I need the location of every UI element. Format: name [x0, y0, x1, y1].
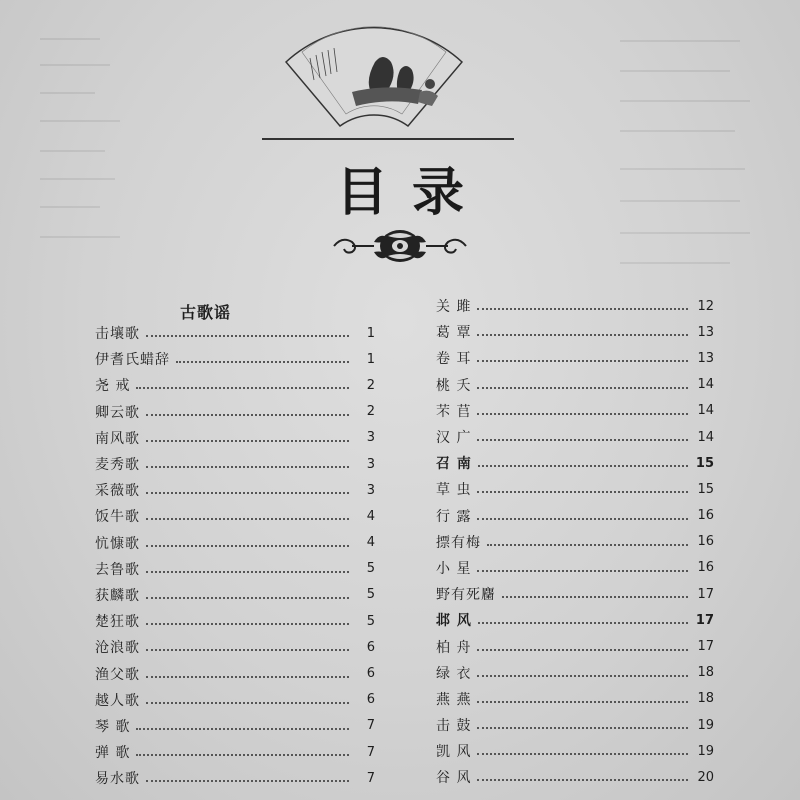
- toc-entry-title: 行 露: [436, 508, 472, 525]
- toc-entry-page: 15: [695, 455, 714, 471]
- toc-leader: [477, 360, 688, 362]
- toc-entry-title: 卿云歌: [95, 404, 140, 421]
- toc-right-column: [436, 293, 714, 791]
- toc-entry[interactable]: [436, 660, 714, 686]
- toc-entry[interactable]: [95, 608, 375, 634]
- toc-entry-title: 饭牛歌: [95, 509, 140, 526]
- toc-leader: [146, 518, 349, 520]
- toc-entry[interactable]: [95, 765, 375, 791]
- toc-entry[interactable]: [436, 503, 714, 529]
- toc-entry-title: 获麟歌: [95, 587, 140, 604]
- toc-leader: [478, 622, 688, 624]
- toc-entry[interactable]: [95, 372, 375, 398]
- toc-leader: [136, 728, 349, 730]
- toc-leader: [146, 780, 349, 782]
- toc-entry[interactable]: [95, 503, 375, 529]
- toc-entry-title: 凯 风: [436, 744, 472, 761]
- toc-leader: [146, 492, 349, 494]
- toc-entry-page: 5: [366, 613, 375, 629]
- toc-entry-page: 7: [366, 770, 375, 786]
- toc-entry[interactable]: [436, 293, 714, 319]
- toc-entry[interactable]: [95, 425, 375, 451]
- toc-entry[interactable]: [95, 687, 375, 713]
- toc-entry-page: 3: [366, 430, 375, 446]
- toc-entry-title: 摽有梅: [436, 534, 481, 551]
- toc-entry[interactable]: [95, 556, 375, 582]
- toc-leader: [477, 518, 688, 520]
- toc-entry-title: 葛 覃: [436, 325, 472, 342]
- toc-leader: [477, 334, 688, 336]
- toc-leader: [477, 727, 688, 729]
- toc-leader: [146, 702, 349, 704]
- toc-leader: [487, 544, 688, 546]
- toc-entry-page: 3: [366, 456, 375, 472]
- toc-entry-page: 7: [366, 718, 375, 734]
- toc-entry-page: 16: [697, 534, 714, 550]
- toc-entry[interactable]: [436, 529, 714, 555]
- toc-leader: [477, 413, 688, 415]
- toc-leader: [176, 361, 349, 363]
- toc-entry-page: 3: [366, 482, 375, 498]
- toc-entry-title: 采薇歌: [95, 483, 140, 500]
- toc-entry[interactable]: [95, 713, 375, 739]
- toc-leader: [136, 387, 349, 389]
- toc-entry-title: 忼慷歌: [95, 535, 140, 552]
- toc-entry[interactable]: [436, 424, 714, 450]
- toc-entry[interactable]: [436, 555, 714, 581]
- toc-entry-page: 5: [366, 561, 375, 577]
- toc-leader: [146, 440, 349, 442]
- lotus-cloud-ornament-icon: [330, 222, 470, 268]
- toc-entry-page: 14: [697, 429, 714, 445]
- toc-entry[interactable]: [95, 346, 375, 372]
- toc-entry[interactable]: [95, 451, 375, 477]
- toc-leader: [146, 623, 349, 625]
- toc-entry-title: 谷 风: [436, 770, 472, 787]
- toc-entry[interactable]: [436, 738, 714, 764]
- toc-entry-page: 2: [366, 377, 375, 393]
- toc-leader: [146, 571, 349, 573]
- toc-entry[interactable]: [436, 712, 714, 738]
- toc-leader: [136, 754, 349, 756]
- toc-entry[interactable]: [95, 634, 375, 660]
- toc-entry-page: 4: [366, 535, 375, 551]
- toc-entry-page: 7: [366, 744, 375, 760]
- toc-section-entry[interactable]: [436, 607, 714, 633]
- toc-entry-page: 16: [697, 560, 714, 576]
- toc-entry-title: 击壤歌: [95, 326, 140, 343]
- toc-leader: [146, 649, 349, 651]
- toc-entry-title: 芣 苢: [436, 403, 472, 420]
- toc-leader: [477, 649, 688, 651]
- toc-entry[interactable]: [436, 319, 714, 345]
- toc-entry-title: 野有死麕: [436, 587, 496, 604]
- toc-entry-page: 4: [366, 508, 375, 524]
- toc-leader: [146, 545, 349, 547]
- toc-entry[interactable]: [95, 320, 375, 346]
- toc-entry[interactable]: [436, 476, 714, 502]
- toc-entry[interactable]: [95, 660, 375, 686]
- toc-leader: [477, 570, 688, 572]
- toc-leader: [478, 465, 688, 467]
- toc-leader: [477, 701, 688, 703]
- toc-entry[interactable]: [95, 399, 375, 425]
- toc-entry-title: 草 虫: [436, 482, 472, 499]
- toc-entry-page: 14: [697, 377, 714, 393]
- toc-entry-page: 18: [697, 691, 714, 707]
- toc-entry-page: 6: [366, 666, 375, 682]
- toc-entry-title: 越人歌: [95, 692, 140, 709]
- toc-entry[interactable]: [436, 398, 714, 424]
- toc-entry-page: 13: [697, 324, 714, 340]
- toc-section-entry[interactable]: [436, 450, 714, 476]
- toc-entry-page: 6: [366, 639, 375, 655]
- toc-entry-page: 2: [366, 404, 375, 420]
- toc-leader: [477, 387, 688, 389]
- toc-entry-page: 1: [366, 325, 375, 341]
- toc-entry-title: 小 星: [436, 560, 472, 577]
- toc-entry[interactable]: [95, 582, 375, 608]
- toc-leader: [146, 597, 349, 599]
- toc-leader: [146, 676, 349, 678]
- toc-entry-page: 18: [697, 665, 714, 681]
- toc-entry[interactable]: [95, 739, 375, 765]
- toc-entry[interactable]: [436, 581, 714, 607]
- toc-leader: [477, 675, 688, 677]
- toc-leader: [477, 779, 688, 781]
- toc-entry-title: 绿 衣: [436, 665, 472, 682]
- toc-entry-title: 麦秀歌: [95, 457, 140, 474]
- toc-entry[interactable]: [95, 530, 375, 556]
- toc-leader: [502, 596, 688, 598]
- toc-entry-title: 桃 夭: [436, 377, 472, 394]
- toc-entry-page: 20: [697, 769, 714, 785]
- toc-entry-title: 召 南: [436, 456, 472, 473]
- toc-entry-title: 琴 歌: [95, 718, 131, 735]
- toc-entry-page: 6: [366, 692, 375, 708]
- toc-entry[interactable]: [95, 477, 375, 503]
- toc-leader: [146, 335, 349, 337]
- toc-entry-title: 弹 歌: [95, 745, 131, 762]
- toc-entry-title: 柏 舟: [436, 639, 472, 656]
- toc-entry[interactable]: [436, 764, 714, 790]
- toc-entry-page: 5: [366, 587, 375, 603]
- toc-left-column: [95, 320, 375, 791]
- toc-entry-page: 14: [697, 403, 714, 419]
- fan-painting-icon: [280, 22, 468, 130]
- toc-leader: [477, 439, 688, 441]
- toc-entry-title: 去鲁歌: [95, 561, 140, 578]
- toc-entry[interactable]: [436, 633, 714, 659]
- toc-entry-title: 燕 燕: [436, 691, 472, 708]
- section-title-gugeyao: 古歌谣: [180, 303, 232, 322]
- toc-entry-title: 尧 戒: [95, 378, 131, 395]
- toc-entry[interactable]: [436, 345, 714, 371]
- toc-entry-title: 楚狂歌: [95, 614, 140, 631]
- toc-entry-title: 易水歌: [95, 771, 140, 788]
- toc-leader: [146, 466, 349, 468]
- toc-entry-title: 邶 风: [436, 613, 472, 630]
- toc-entry-title: 渔父歌: [95, 666, 140, 683]
- toc-entry-page: 17: [697, 639, 714, 655]
- toc-entry-page: 16: [697, 508, 714, 524]
- toc-entry-page: 19: [697, 743, 714, 759]
- page-title: 目录: [335, 162, 488, 223]
- toc-entry-page: 19: [697, 717, 714, 733]
- toc-entry-page: 17: [695, 612, 714, 628]
- toc-leader: [477, 491, 688, 493]
- toc-entry-title: 汉 广: [436, 430, 472, 447]
- toc-leader: [146, 414, 349, 416]
- toc-entry-title: 沧浪歌: [95, 640, 140, 657]
- toc-entry-title: 卷 耳: [436, 351, 472, 368]
- toc-leader: [477, 753, 688, 755]
- toc-entry[interactable]: [436, 686, 714, 712]
- toc-entry-title: 击 鼓: [436, 718, 472, 735]
- toc-entry[interactable]: [436, 372, 714, 398]
- toc-entry-page: 13: [697, 350, 714, 366]
- toc-entry-page: 12: [697, 298, 714, 314]
- title-rule: [262, 138, 514, 140]
- toc-leader: [477, 308, 688, 310]
- toc-entry-title: 伊耆氏蜡辞: [95, 352, 170, 369]
- toc-entry-page: 15: [697, 481, 714, 497]
- toc-entry-page: 17: [697, 586, 714, 602]
- toc-entry-title: 关 雎: [436, 299, 472, 316]
- toc-entry-title: 南风歌: [95, 430, 140, 447]
- toc-entry-page: 1: [366, 351, 375, 367]
